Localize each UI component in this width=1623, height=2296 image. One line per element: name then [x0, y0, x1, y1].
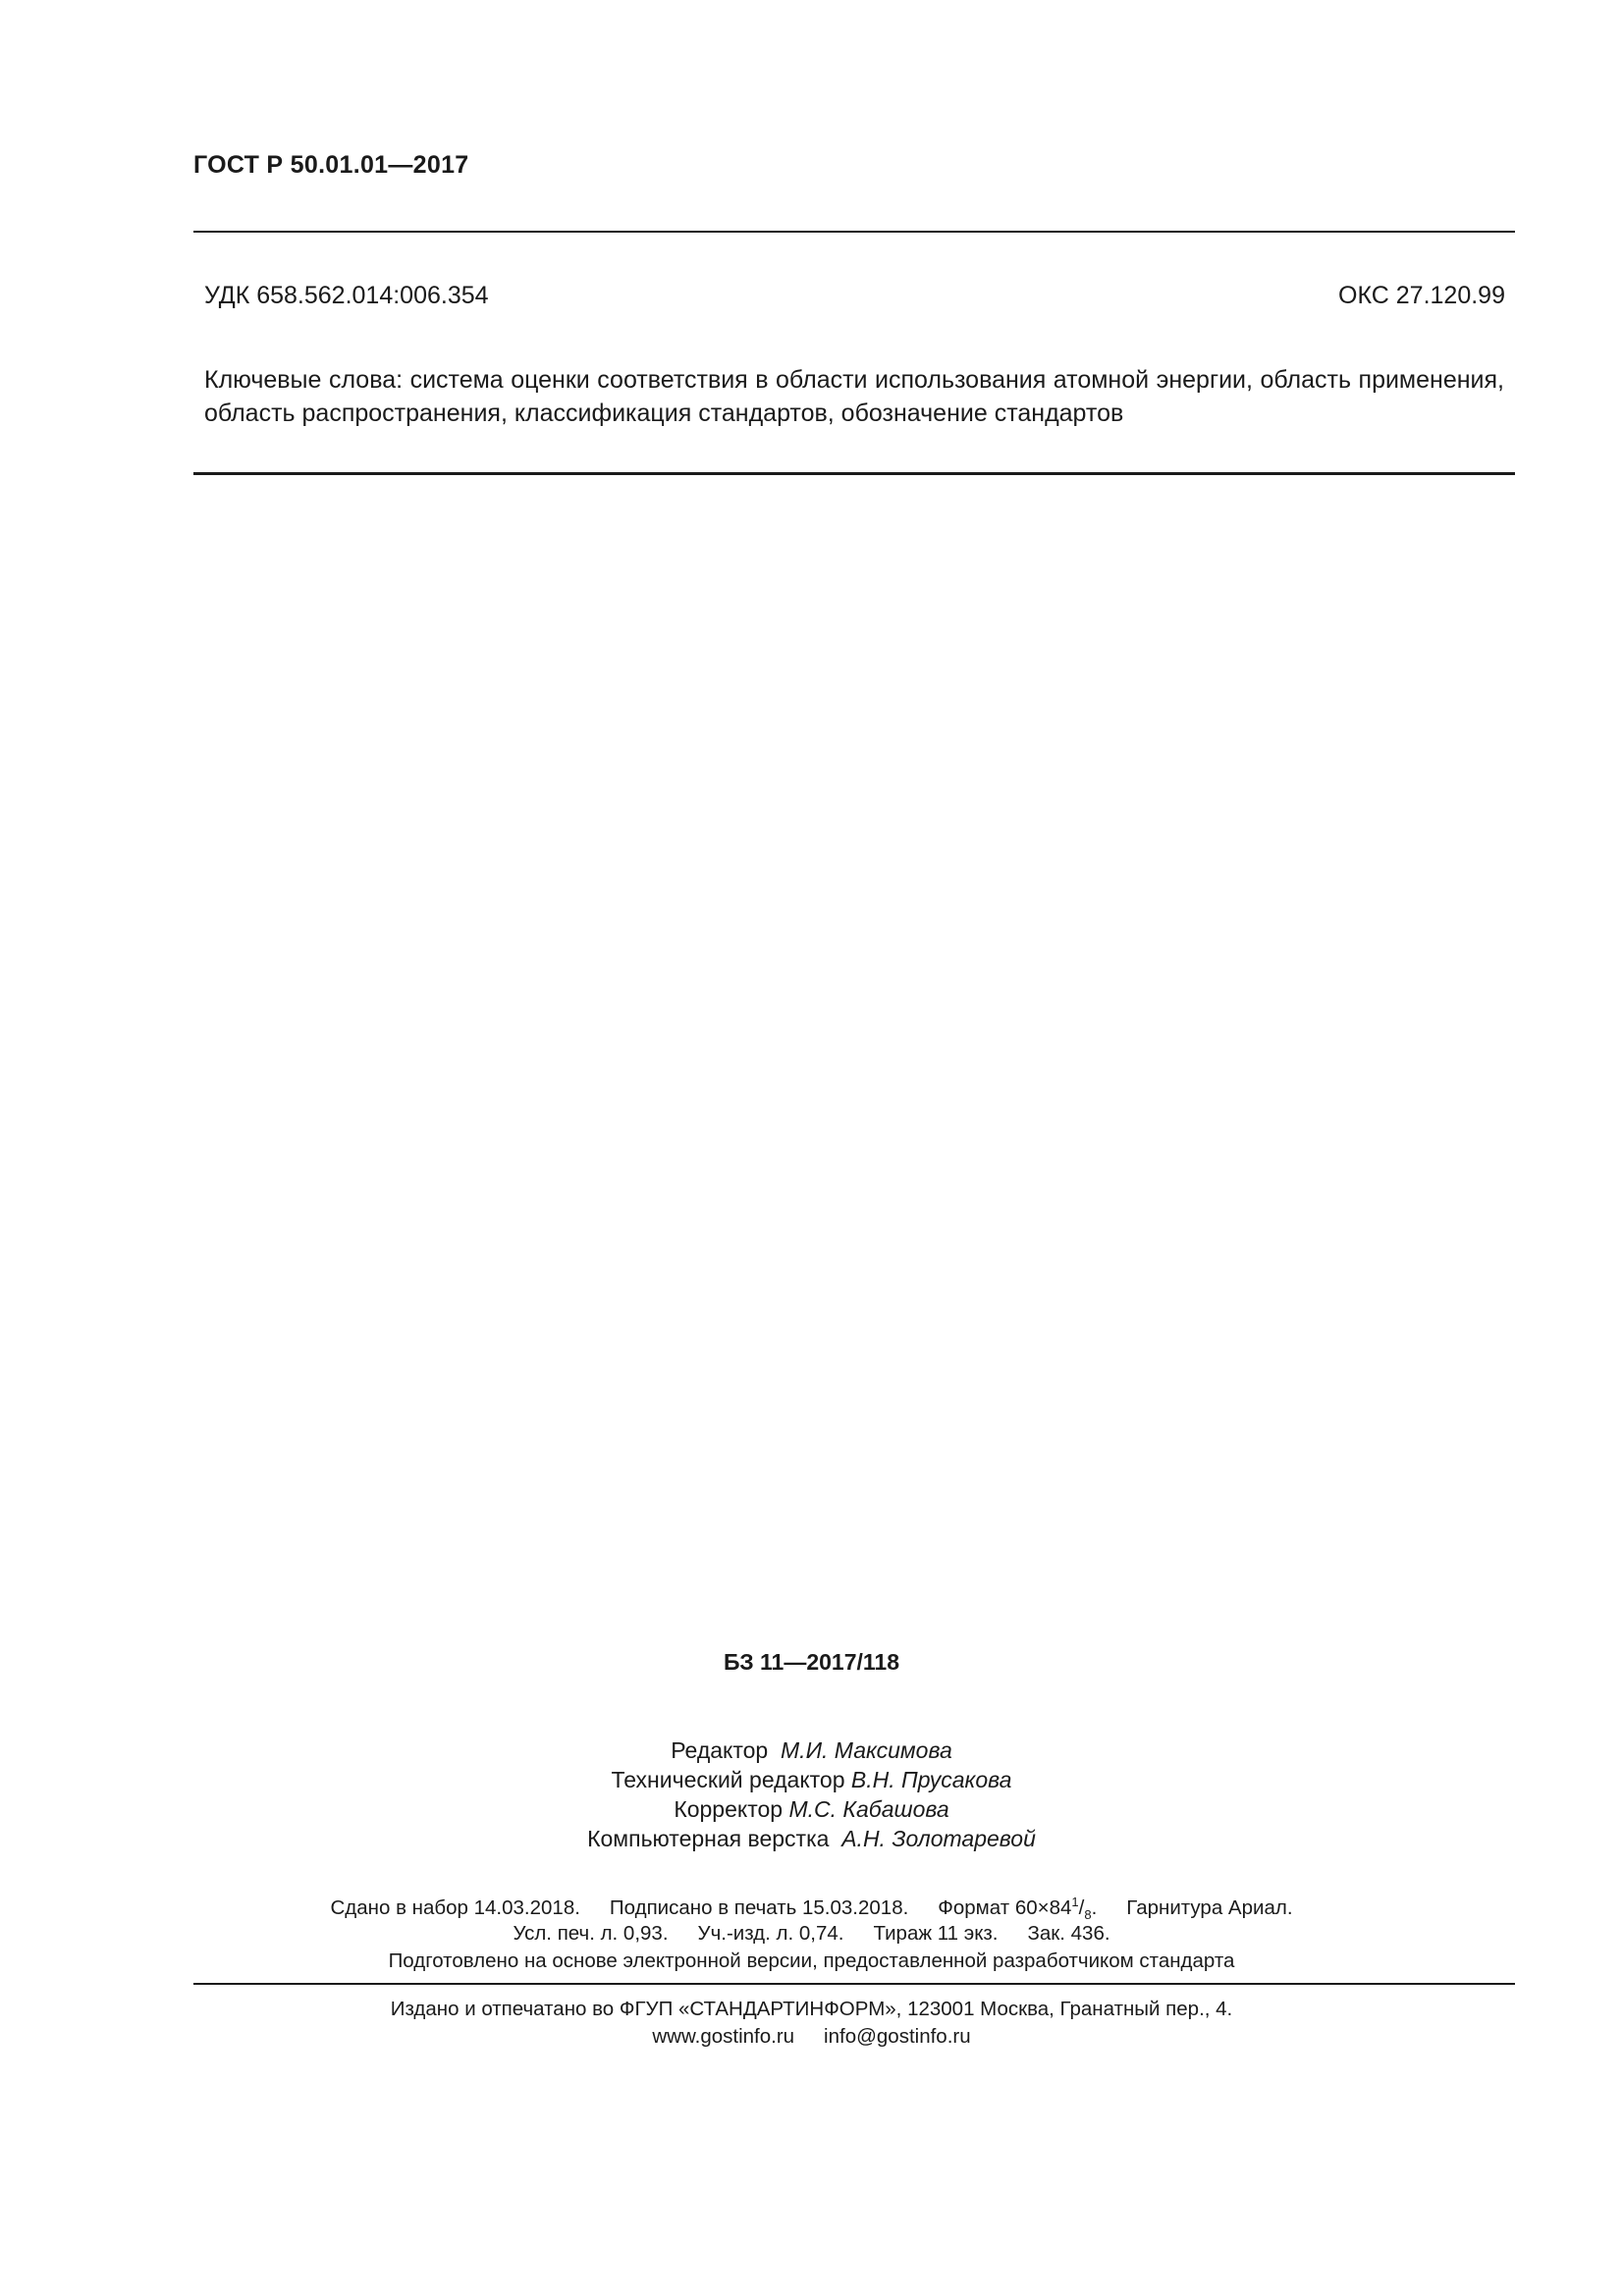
- document-code: ГОСТ Р 50.01.01—2017: [193, 151, 469, 179]
- bz-number: БЗ 11—2017/118: [723, 1649, 899, 1675]
- imprint-line-1: [0, 1895, 1623, 1922]
- oks-code: ОКС 27.120.99: [1338, 282, 1505, 309]
- print-run: Тираж 11 экз.: [873, 1922, 999, 1945]
- contacts-line: [0, 2025, 1623, 2049]
- credit-layout: [0, 1826, 1623, 1852]
- credit-role: Технический редактор: [611, 1767, 845, 1792]
- credit-name: А.Н. Золотаревой: [841, 1826, 1036, 1851]
- paper-format: Формат $60\times 84^1/_8$.: [938, 1895, 1098, 1922]
- keywords-divider: [193, 472, 1515, 475]
- publishing-sheets: Уч.-изд. л. 0,74.: [697, 1922, 844, 1945]
- credit-proofreader: [0, 1796, 1623, 1823]
- top-divider: [193, 231, 1515, 233]
- signed-date: Подписано в печать 15.03.2018.: [609, 1896, 909, 1919]
- imprint-line-2: [0, 1922, 1623, 1946]
- credit-role: Редактор: [671, 1737, 769, 1763]
- credit-name: М.С. Кабашова: [788, 1796, 949, 1822]
- credit-name: М.И. Максимова: [781, 1737, 952, 1763]
- order-number: Зак. 436.: [1027, 1922, 1110, 1945]
- imprint-divider: [193, 1983, 1515, 1985]
- credit-role: Компьютерная верстка: [587, 1826, 830, 1851]
- udk-code: УДК 658.562.014:006.354: [204, 282, 489, 309]
- credit-technical-editor: [0, 1767, 1623, 1793]
- credit-name: В.Н. Прусакова: [850, 1767, 1012, 1792]
- imprint-line-3: Подготовлено на основе электронной версии, предоставленной разработчиком стандарта: [388, 1949, 1235, 1972]
- typeface: Гарнитура Ариал.: [1126, 1896, 1293, 1919]
- website-link[interactable]: www.gostinfo.ru: [652, 2025, 795, 2048]
- email-link[interactable]: info@gostinfo.ru: [824, 2025, 971, 2048]
- print-sheets: Усл. печ. л. 0,93.: [513, 1922, 669, 1945]
- publisher-line: Издано и отпечатано во ФГУП «СТАНДАРТИНФОРМ», 123001 Москва, Гранатный пер., 4.: [390, 1998, 1233, 2020]
- submitted-date: Сдано в набор 14.03.2018.: [330, 1896, 580, 1919]
- credit-role: Корректор: [674, 1796, 784, 1822]
- keywords-paragraph: Ключевые слова: система оценки соответствия в области использования атомной энергии, область применения, область распространения, классификация стандартов, обозначение стандартов: [204, 366, 1504, 427]
- credit-editor: [0, 1737, 1623, 1764]
